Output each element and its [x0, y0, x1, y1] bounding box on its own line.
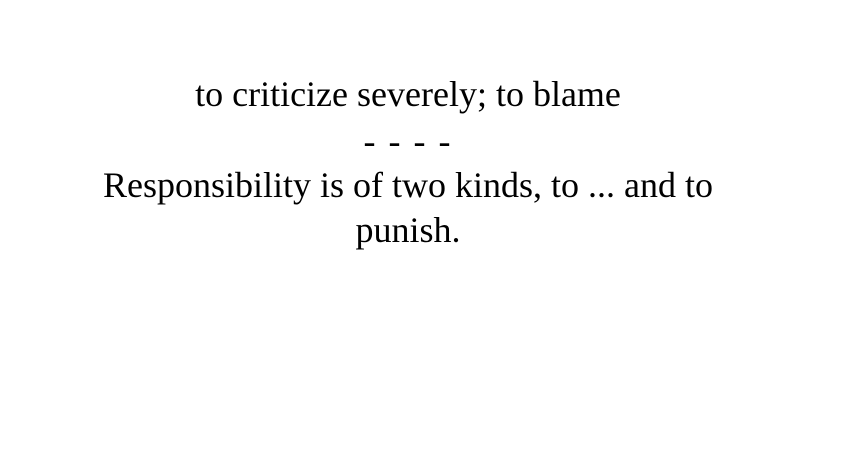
example-sentence-line-1: Responsibility is of two kinds, to ... and to — [102, 165, 713, 205]
separator: - - - - — [363, 121, 453, 161]
example-sentence-line-2: punish. — [355, 210, 461, 250]
definition-text: to criticize severely; to blame — [195, 74, 621, 114]
